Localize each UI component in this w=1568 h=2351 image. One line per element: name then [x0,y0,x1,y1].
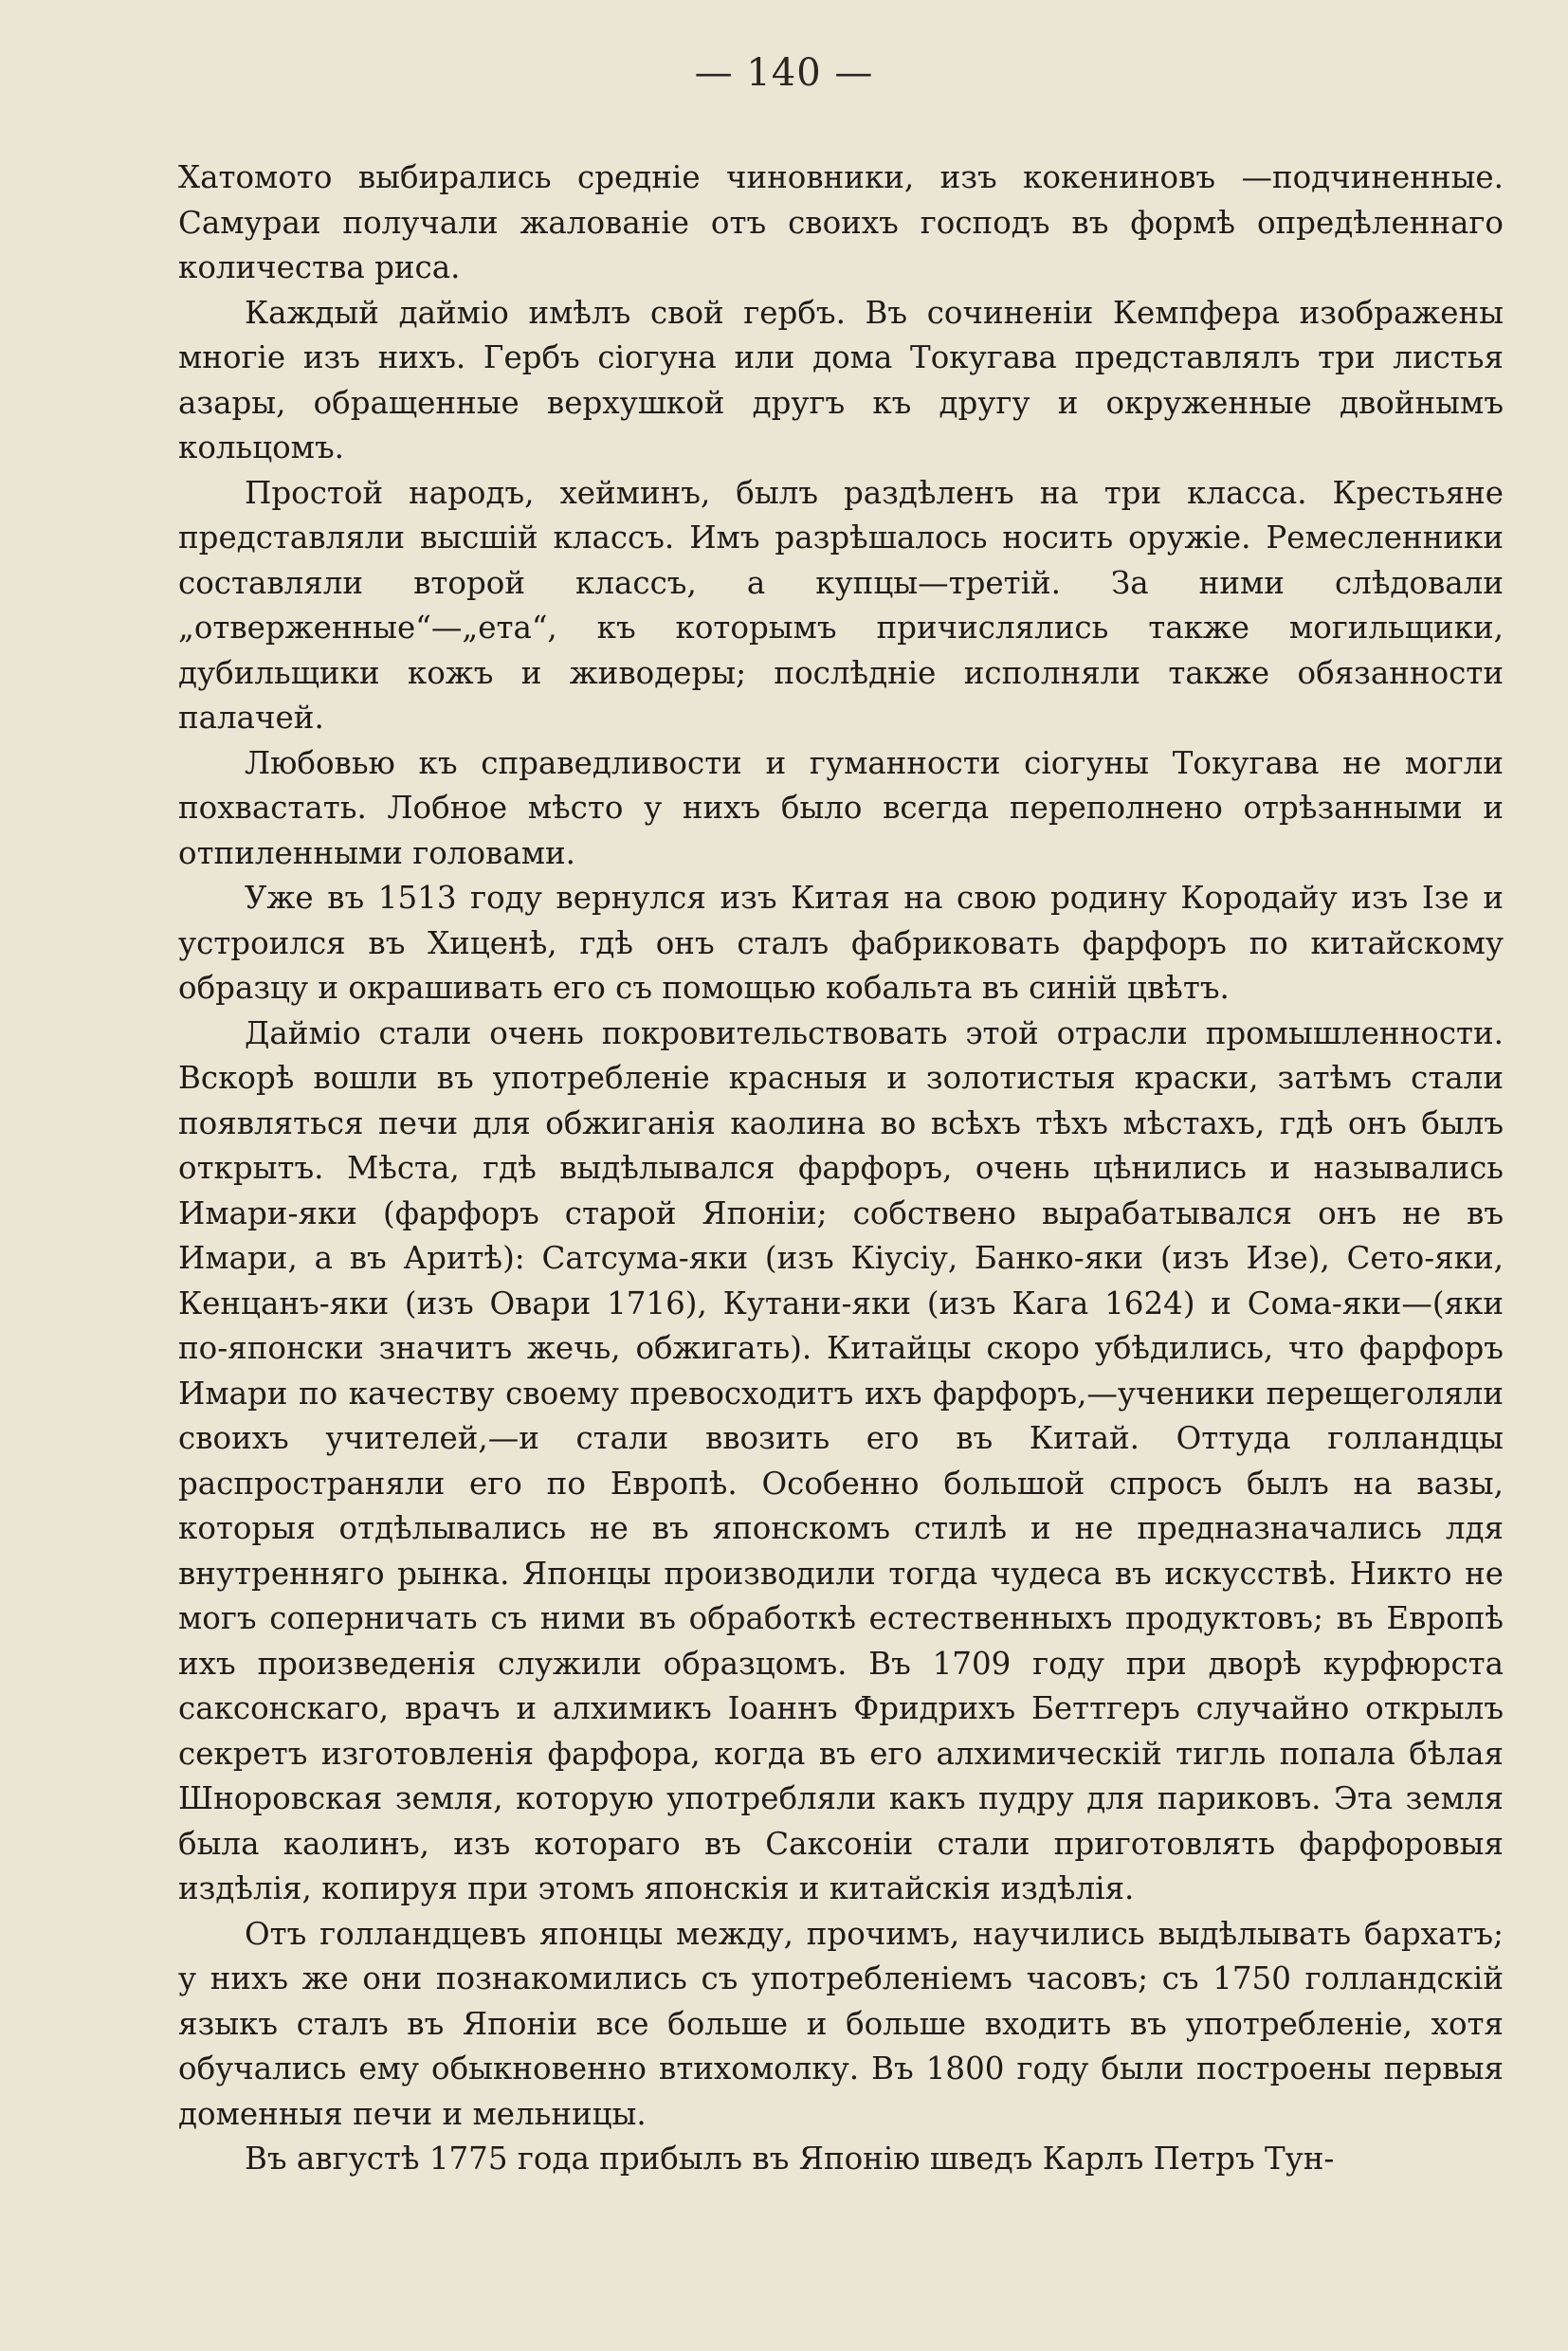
body-text [178,155,1504,2182]
paragraph: Простой народъ, хейминъ, былъ раздѣленъ на три класса. Крестьяне представляли высшiй классъ. Имъ разрѣшалось носить оружiе. Ремесленники составляли второй классъ, а купцы—третiй. За ними слѣдовали „отверженные“—„ета“, къ которымъ причислялись также могильщики, дубильщики кожъ и живодеры; послѣднiе исполняли также обязанности палачей. [178,474,1504,736]
paragraph: Хатомото выбирались среднiе чиновники, изъ кокениновъ —подчиненные. Самураи получали жалованiе отъ своихъ господъ въ формѣ опредѣленнаго количества риса. [178,159,1504,285]
paragraph: Въ августѣ 1775 года прибылъ въ Японiю шведъ Карлъ Петръ Тун- [245,2141,1335,2177]
paragraph: Любовью къ справедливости и гуманности сiогуны Токугава не могли похвастать. Лобное мѣсто у нихъ было всегда переполнено отрѣзанными и отпиленными головами. [178,744,1504,871]
paragraph: Каждый даймiо имѣлъ свой гербъ. Въ сочиненiи Кемпфера изображены многiе изъ нихъ. Гербъ сiогуна или дома Токугава представлялъ три листья азары, обращенные верхушкой другъ къ другу и окруженные двойнымъ кольцомъ. [178,294,1504,465]
paragraph: Даймiо стали очень покровительствовать этой отрасли промышленности. Вскорѣ вошли въ употребленiе красныя и золотистыя краски, затѣмъ стали появляться печи для обжиганiя каолина во всѣхъ тѣхъ мѣстахъ, гдѣ онъ былъ открытъ. Мѣста, гдѣ выдѣлывался фарфоръ, очень цѣнились и назывались Имари-яки (фарфоръ старой Японiи; собствено вырабатывался онъ не въ Имари, а въ Аритѣ): Сатсума-яки (изъ Кiусiу, Банко-яки (изъ Изе), Сето-яки, Кенцанъ-яки (изъ Овари 1716), Кутани-яки (изъ Кага 1624) и Сома-яки—(яки по-японски значитъ жечь, обжигать). Китайцы скоро убѣдились, что фарфоръ Имари по качеству своему превосходитъ ихъ фарфоръ,—ученики перещеголяли своихъ учителей,—и стали ввозить его въ Китай. Оттуда голландцы распространяли его по Европѣ. Особенно большой спросъ былъ на вазы, которыя отдѣлывались не въ японскомъ стилѣ и не предназначались лдя внутренняго рынка. Японцы производили тогда чудеса въ искусствѣ. Никто не могъ соперничать съ ними въ обработкѣ естественныхъ продуктовъ; въ Европѣ ихъ произведенiя служили образцомъ. Въ 1709 году при дворѣ курфюрста саксонскаго, врачъ и алхимикъ Iоаннъ Фридрихъ Беттгеръ случайно открылъ секретъ изготовленiя фарфора, когда въ его алхимическiй тигль попала бѣлая Шноровская земля, которую употребляли какъ пудру для париковъ. Эта земля была каолинъ, изъ котораго въ Саксонiи стали приготовлять фарфоровыя издѣлiя, копируя при этомъ японскiя и китайскiя издѣлiя. [178,1014,1504,1906]
paragraph: Отъ голландцевъ японцы между, прочимъ, научились выдѣлывать бархатъ; у нихъ же они познакомились съ употребленiемъ часовъ; съ 1750 голландскiй языкъ сталъ въ Японiи все больше и больше входить въ употребленiе, хотя обучались ему обыкновенно втихомолку. Въ 1800 году были построены первыя доменныя печи и мельницы. [178,1915,1504,2132]
paragraph: Уже въ 1513 году вернулся изъ Китая на свою родину Кородайу изъ Iзе и устроился въ Хиценѣ, гдѣ онъ сталъ фабриковать фарфоръ по китайскому образцу и окрашивать его съ помощью кобальта въ синiй цвѣтъ. [178,880,1504,1006]
page-number: — 140 — [694,51,874,95]
